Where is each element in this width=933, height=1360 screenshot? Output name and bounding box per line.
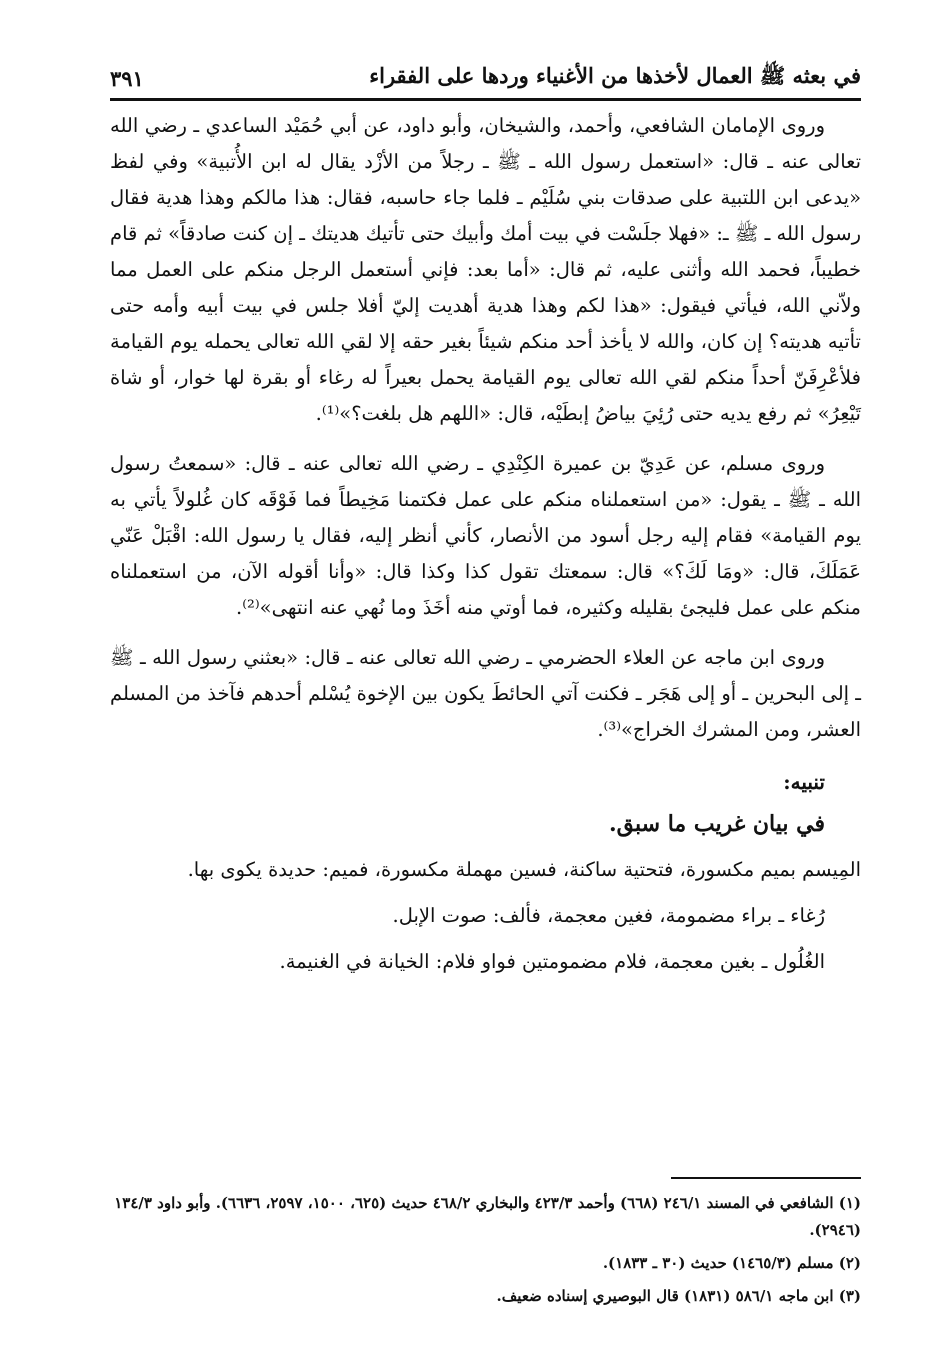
note-subheading: في بيان غريب ما سبق.	[608, 811, 825, 837]
footnote: (٢) مسلم (١٤٦٥/٣) حديث (٣٠ ـ ١٨٣٣).	[602, 1254, 861, 1272]
footnote: (٣) ابن ماجه ٥٨٦/١ (١٨٣١) قال البوصيري إسناده ضعيف.	[496, 1287, 861, 1305]
definition: المِيسم بميم مكسورة، فتحتية ساكنة، فسين مهملة مكسورة، فميم: حديدة يكوى بها.	[187, 858, 861, 881]
paragraph: وروى مسلم، عن عَدِيّ بن عميرة الكِنْدِي ـ رضي الله تعالى عنه ـ قال: «سمعتُ رسول الله ـ ﷺ ـ يقول: «من استعملناه منكم على عمل فكتمنا مَخِيطاً فما فَوْقَه كان غُلولاً يأتي به يوم القيامة» فقام إليه رجل أسود من الأنصار، كأني أنظر إليه، فقال يا رسول الله: اقْبَلْ عَنّي عَمَلَكَ، قال: «ومَا لَكَ؟» قال: سمعتك تقول كذا وكذا قال: «وأنا أقوله الآن، من استعملناه منكم على عمل فليجئ بقليله وكثيره، فما أوتي منه أخَذَ وما نُهي عنه انتهى»⁽²⁾.	[110, 452, 861, 619]
main-text	[110, 108, 861, 990]
footnote: (١) الشافعي في المسند ٢٤٦/١ (٦٦٨) وأحمد ٤٢٣/٣ والبخاري ٤٦٨/٢ حديث (٦٢٥، ١٥٠٠، ٢٥٩٧، ٦٦٣٦). وأبو داود ١٣٤/٣ (٢٩٤٦).	[114, 1194, 861, 1239]
definition: رُغاء ـ براء مضمومة، فغين معجمة، فألف: صوت الإبل.	[392, 904, 825, 927]
footnotes	[110, 1190, 861, 1316]
page-number: ٣٩١	[110, 65, 144, 91]
definition: الغُلُول ـ بغين معجمة، فلام مضمومتين فواو فلام: الخيانة في الغنيمة.	[279, 950, 825, 973]
header-title: في بعثه ﷺ العمال لأخذها من الأغنياء وردها على الفقراء	[369, 62, 861, 88]
paragraph: وروى الإمامان الشافعي، وأحمد، والشيخان، وأبو داود، عن أبي حُمَيْد الساعدي ـ رضي الله تعالى عنه ـ قال: «استعمل رسول الله ـ ﷺ ـ رجلاً من الأزْد يقال له ابن الأُتبية» وفي لفظ «يدعى ابن اللتبية على صدقات بني سُلَيْم ـ فلما جاء حاسبه، فقال: هذا مالكم وهذا هدية فقال رسول الله ـ ﷺ ـ: «فهلا جلَسْت في بيت أمك وأبيك حتى تأتيك هديتك ـ إن كنت صادقاً» ثم قام خطيباً، فحمد الله وأثنى عليه، ثم قال: «أما بعد: فإني أستعمل الرجل منكم على العمل مما ولاّني الله، فيأتي فيقول: «هذا لكم وهذا هدية أهديت إليّ أفلا جلس في بيت أبيه وأمه حتى تأتيه هديته؟ إن كان، والله لا يأخذ أحد منكم شيئاً بغير حقه إلا لقي الله تعالى يحمله يوم القيامة فلأعْرِفَنّ أحداً منكم لقي الله تعالى يوم القيامة يحمل بعيراً له رغاء أو بقرة لها خوار، أو شاة تَيْعِرُ» ثم رفع يديه حتى رُئِيَ بياضُ إبطَيْه، قال: «اللهم هل بلغت؟»⁽¹⁾.	[110, 114, 861, 425]
running-header	[110, 60, 861, 96]
note-heading: تنبيه:	[783, 770, 825, 794]
footnote-rule	[671, 1177, 861, 1179]
header-rule	[110, 98, 861, 101]
paragraph: وروى ابن ماجه عن العلاء الحضرمي ـ رضي الله تعالى عنه ـ قال: «بعثني رسول الله ـ ﷺ ـ إلى البحرين ـ أو إلى هَجَر ـ فكنت آتي الحائطَ يكون بين الإخوة يُسْلم أحدهم فآخذ من المسلم العشر، ومن المشرك الخراج»⁽³⁾.	[110, 646, 861, 741]
